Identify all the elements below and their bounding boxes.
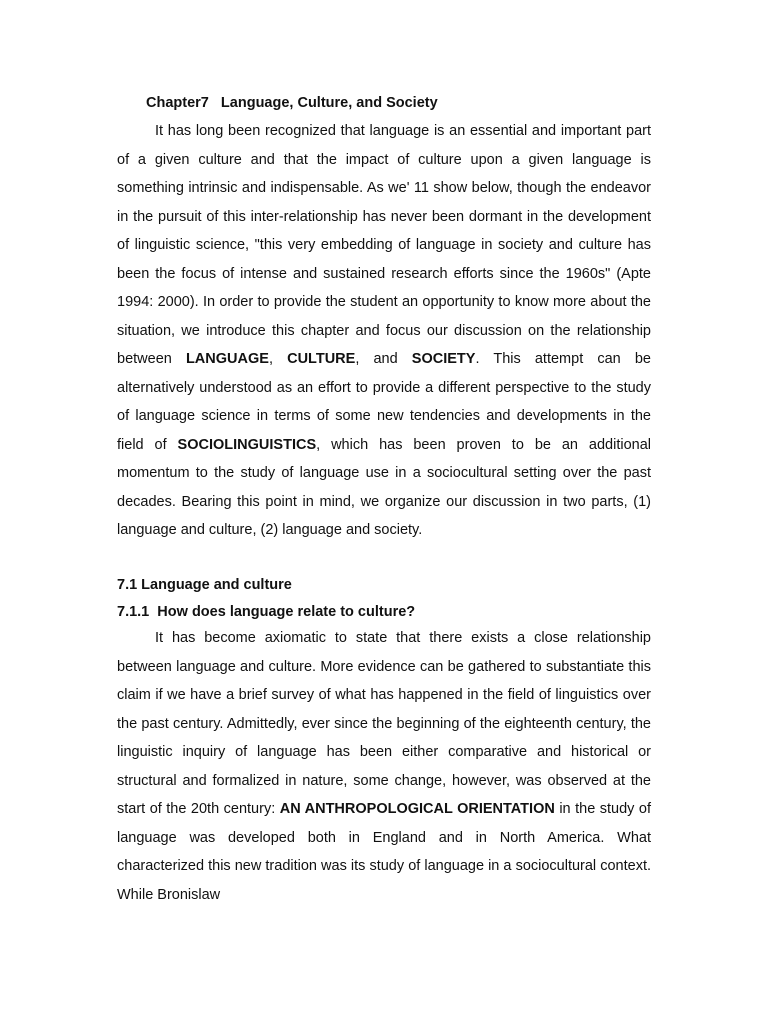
section-heading-7-1-1: 7.1.1 How does language relate to culture? <box>117 604 416 620</box>
intro-text-2: , <box>268 351 288 367</box>
intro-text-5: , which has been proven to be an additional momentum to the study of language use in a sociocultural setting over the past decades. Bearing this point in mind, we organize our discussion in two parts, (1) language and culture, (2) language and society. <box>117 436 652 538</box>
term-language: LANGUAGE <box>185 351 269 367</box>
term-culture: CULTURE <box>287 351 356 367</box>
term-sociolinguistics: SOCIOLINGUISTICS <box>177 436 317 453</box>
section-heading-7-1: 7.1 Language and culture <box>117 577 292 593</box>
intro-text-4: . This attempt can be alternatively understood as an effort to provide a different perspective to the study of language science in terms of some new tendencies and developments in the field of <box>117 351 651 453</box>
term-anthropological-orientation: AN ANTHROPOLOGICAL ORIENTATION <box>279 801 555 817</box>
intro-text-1: It has long been recognized that language is an essential and important part of a given culture and that the impact of culture upon a given language is something intrinsic and indispensable. As we' 11 show below, though the endeavor in the pursuit of this inter-relationship has never been dormant in the development of linguistic science, "this very embedding of language in society and culture has been the focus of intense and sustained research efforts since the 1960s" (Apte 1994: 2000). In order to provide the student an opportunity to know more about the situation, we introduce this chapter and focus our discussion on the relationship between <box>117 123 651 367</box>
section-text-2: in the study of language was developed both in England and in North America. What characterized this new tradition was its study of language in a sociocultural context. While Bronislaw <box>117 801 651 903</box>
section-text-1: It has become axiomatic to state that there exists a close relationship between language and culture. More evidence can be gathered to substantiate this claim if we have a brief survey of what has happened in the field of linguistics over the past century. Admittedly, ever since the beginning of the eighteenth century, the linguistic inquiry of language has been either comparative and historical or structural and formalized in nature, some change, however, was observed at the start of the 20th century: <box>117 630 651 817</box>
term-society: SOCIETY <box>411 351 476 367</box>
chapter-title: Chapter7 Language, Culture, and Society <box>146 95 438 111</box>
section-paragraph <box>117 624 651 909</box>
intro-text-3: , and <box>355 351 412 367</box>
intro-paragraph <box>117 117 651 545</box>
